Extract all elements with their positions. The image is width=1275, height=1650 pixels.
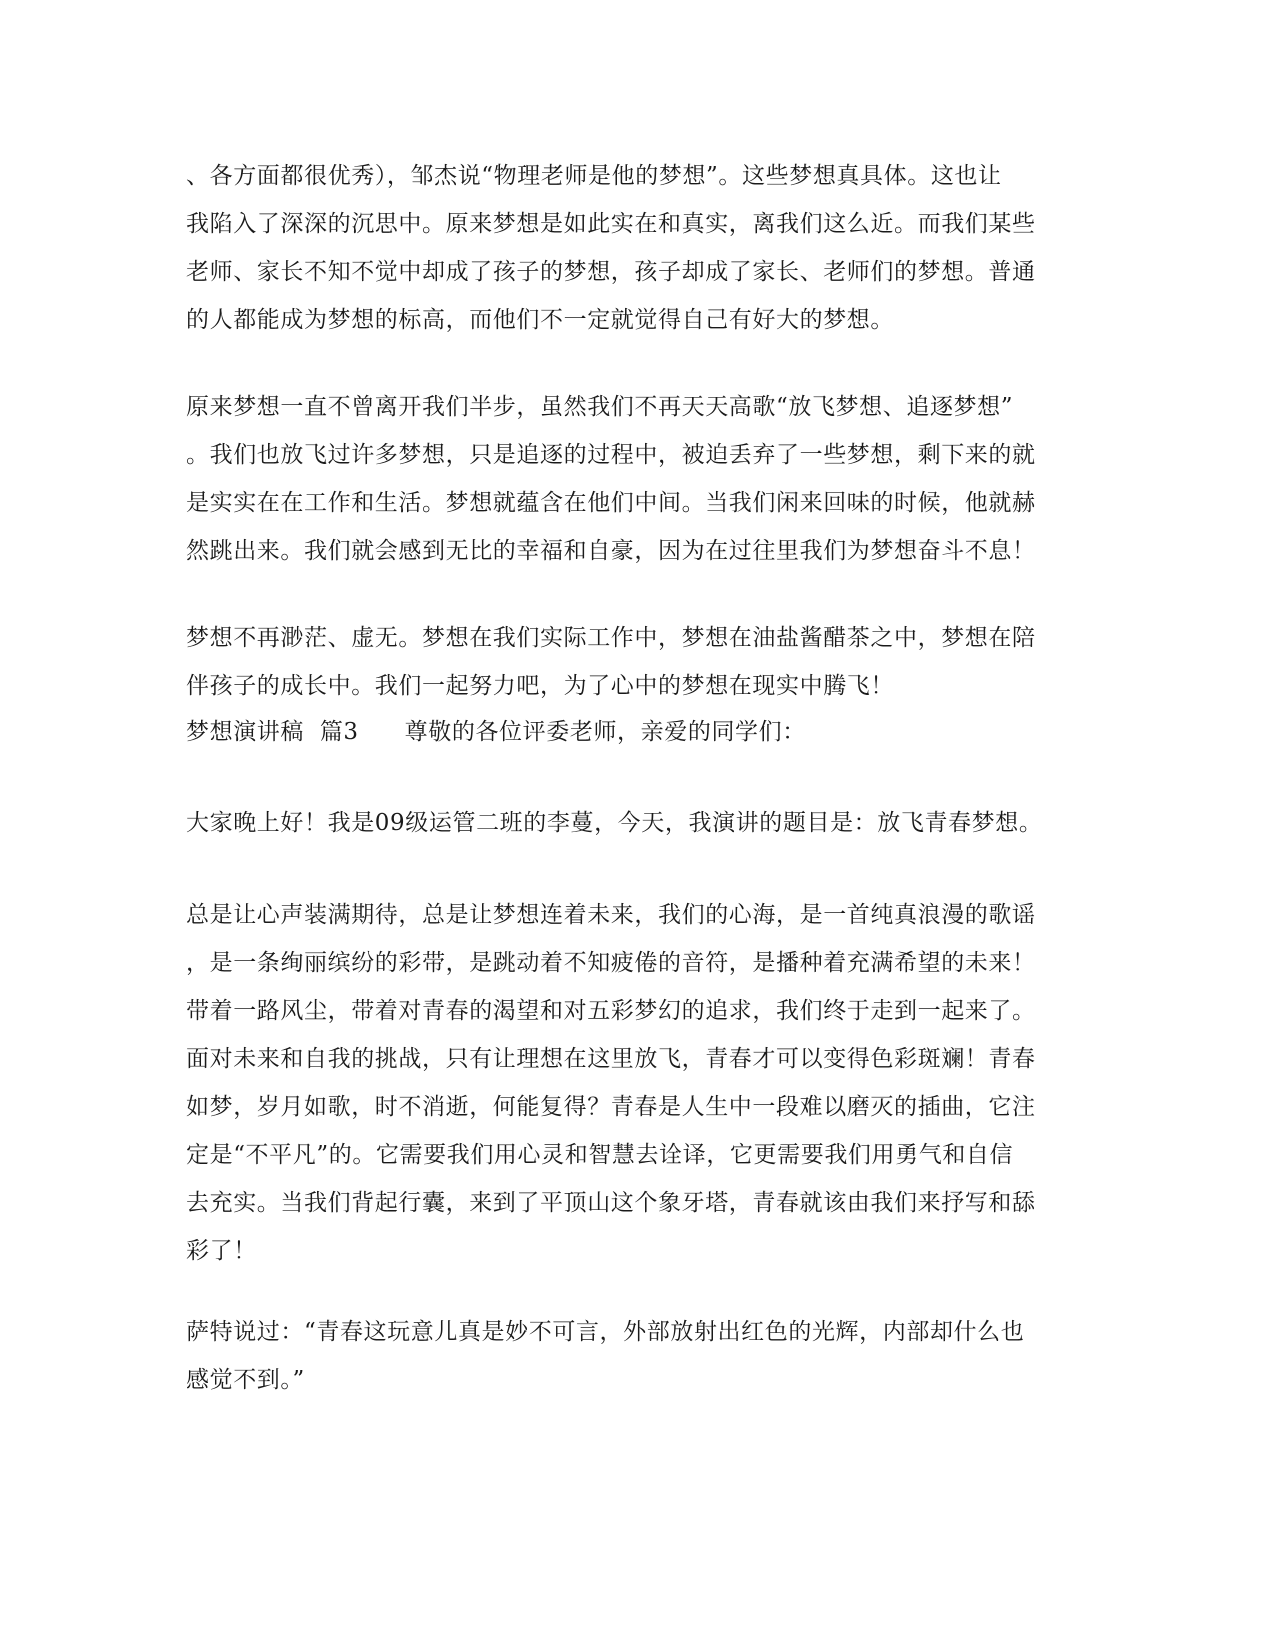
paragraph-line: 去充实。当我们背起行囊，来到了平顶山这个象牙塔，青春就该由我们来抒写和舔 [186, 1190, 1036, 1216]
paragraph-3 [186, 614, 1086, 710]
paragraph-4 [186, 799, 1086, 847]
paragraph-line: 然跳出来。我们就会感到无比的幸福和自豪，因为在过往里我们为梦想奋斗不息！ [186, 538, 1036, 564]
paragraph-line: 伴孩子的成长中。我们一起努力吧，为了心中的梦想在现实中腾飞！ [186, 673, 894, 699]
paragraph-line: 感觉不到。” [186, 1367, 305, 1393]
paragraph-line: 、各方面都很优秀），邹杰说“物理老师是他的梦想”。这些梦想真具体。这也让 [186, 163, 1002, 189]
paragraph-line: 。我们也放飞过许多梦想，只是追逐的过程中，被迫丢弃了一些梦想，剩下来的就 [186, 442, 1036, 468]
paragraph-line: 老师、家长不知不觉中却成了孩子的梦想，孩子却成了家长、老师们的梦想。普通 [186, 259, 1036, 285]
paragraph-line: 梦想不再渺茫、虚无。梦想在我们实际工作中，梦想在油盐酱醋茶之中，梦想在陪 [186, 625, 1036, 651]
section-greeting: 尊敬的各位评委老师，亲爱的同学们： [404, 719, 806, 745]
paragraph-line: 的人都能成为梦想的标高，而他们不一定就觉得自己有好大的梦想。 [186, 307, 894, 333]
paragraph-6 [186, 1308, 1086, 1404]
paragraph-line: 面对未来和自我的挑战，只有让理想在这里放飞，青春才可以变得色彩斑斓！青春 [186, 1046, 1036, 1072]
paragraph-2 [186, 383, 1086, 575]
paragraph-line: 大家晚上好！我是09级运管二班的李蔓，今天，我演讲的题目是：放飞青春梦想。 [186, 810, 1043, 836]
paragraph-line: 定是“不平凡”的。它需要我们用心灵和智慧去诠译，它更需要我们用勇气和自信 [186, 1142, 1014, 1168]
paragraph-1 [186, 152, 1086, 344]
paragraph-line: 原来梦想一直不曾离开我们半步，虽然我们不再天天高歌“放飞梦想、追逐梦想” [186, 394, 1014, 420]
paragraph-line: 彩了！ [186, 1238, 257, 1264]
paragraph-line: ，是一条绚丽缤纷的彩带，是跳动着不知疲倦的音符，是播种着充满希望的未来！ [186, 950, 1036, 976]
section-title: 梦想演讲稿 篇3 [186, 719, 359, 745]
paragraph-line: 带着一路风尘，带着对青春的渴望和对五彩梦幻的追求，我们终于走到一起来了。 [186, 998, 1036, 1024]
paragraph-line: 如梦，岁月如歌，时不消逝，何能复得？青春是人生中一段难以磨灭的插曲，它注 [186, 1094, 1036, 1120]
paragraph-line: 我陷入了深深的沉思中。原来梦想是如此实在和真实，离我们这么近。而我们某些 [186, 211, 1036, 237]
paragraph-5 [186, 891, 1086, 1275]
paragraph-line: 总是让心声装满期待，总是让梦想连着未来，我们的心海，是一首纯真浪漫的歌谣 [186, 902, 1036, 928]
paragraph-line: 萨特说过：“青春这玩意儿真是妙不可言，外部放射出红色的光辉，内部却什么也 [186, 1319, 1025, 1345]
paragraph-line: 是实实在在工作和生活。梦想就蕴含在他们中间。当我们闲来回味的时候，他就赫 [186, 490, 1036, 516]
section-heading [186, 708, 1086, 756]
